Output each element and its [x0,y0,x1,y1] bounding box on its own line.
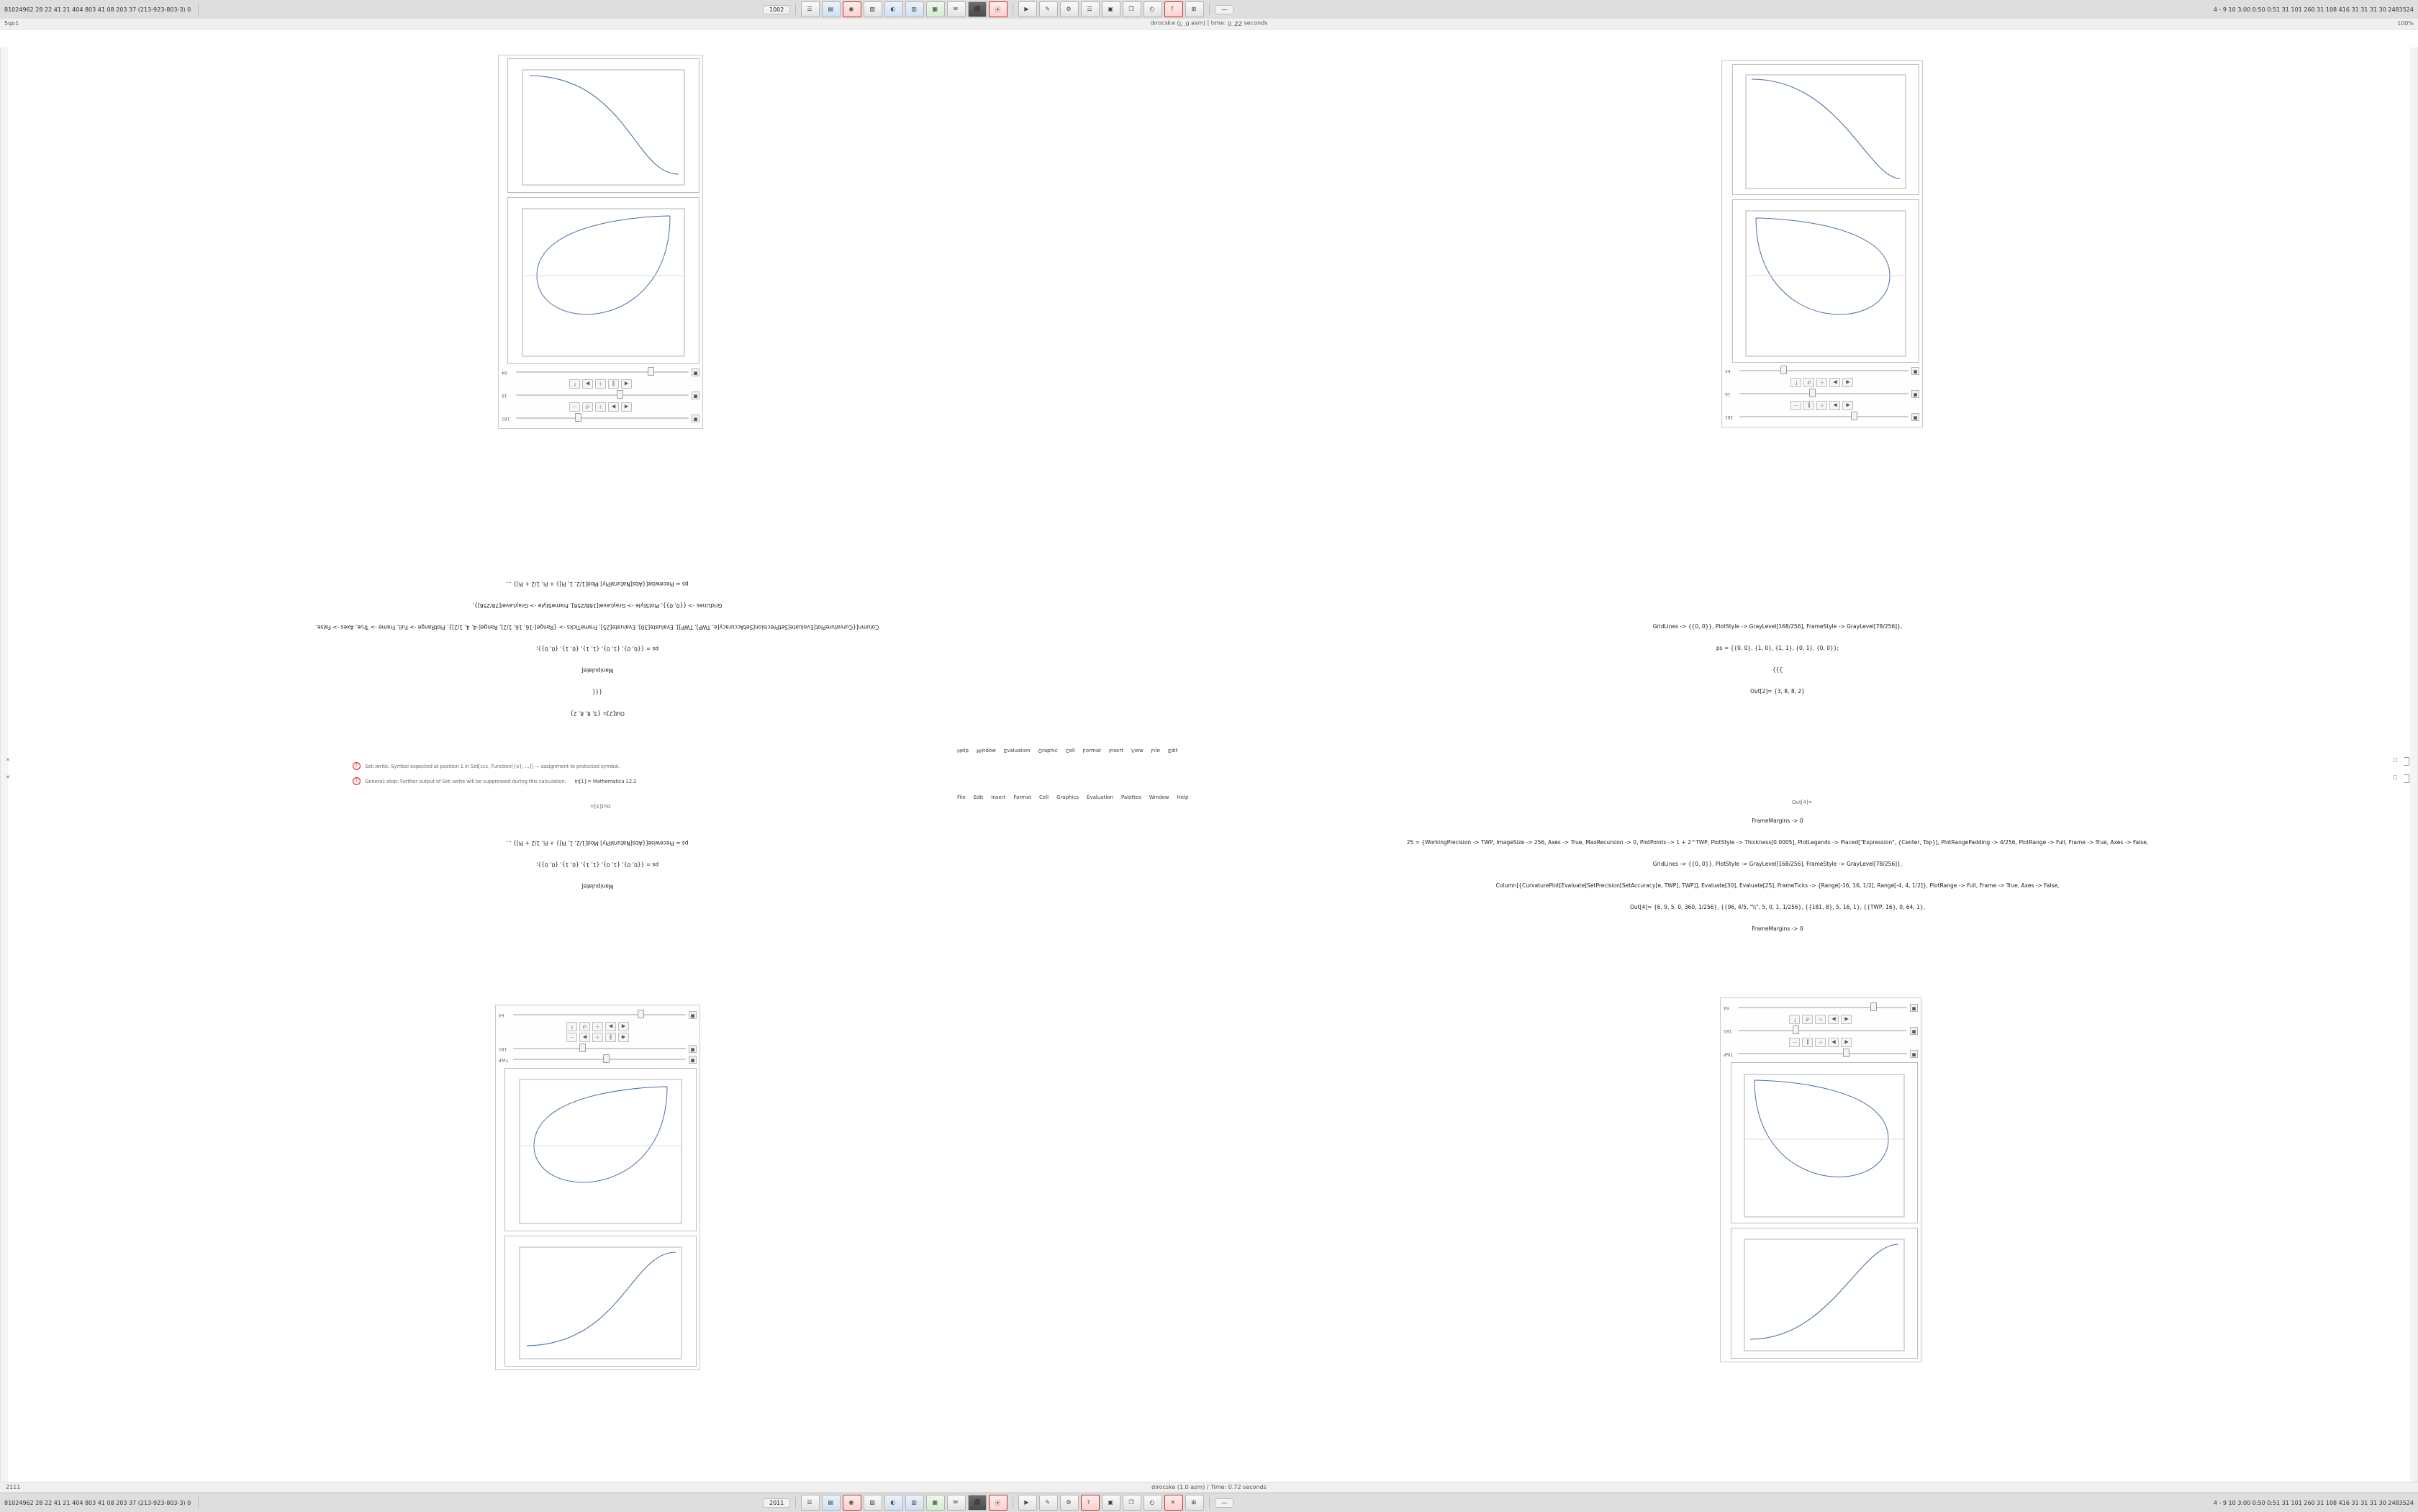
menu-evaluation[interactable]: uoıʇɐnןɐʌƎ [1003,748,1031,753]
cell-marker-right-1[interactable]: □ [2393,757,2398,763]
mail-icon: ✉ [953,1499,959,1506]
slider-row-3[interactable] [1724,1004,1918,1012]
slider-1[interactable] [1738,1051,1907,1058]
calc-icon: ⊞ [1191,1499,1197,1506]
play-row-2[interactable] [1724,1015,1918,1024]
bb-1[interactable] [822,1495,841,1511]
slider-toggle-icon[interactable]: ■ [689,1045,697,1053]
slider-toggle-icon[interactable]: ■ [1910,1027,1918,1035]
slider-toggle-icon[interactable]: ■ [692,391,699,399]
slider-row-2[interactable] [1724,1027,1918,1035]
slider-3[interactable] [1738,1005,1907,1012]
menu-strip-flipped[interactable] [957,748,1177,753]
slider-1-value: 181 [1725,415,1734,420]
divider [1209,4,1210,15]
slider-row-3[interactable] [1725,367,1919,375]
divider [795,4,796,15]
menu-window[interactable]: Window [1149,795,1169,800]
cell-bracket-2[interactable] [2404,774,2409,783]
notes-icon: ✎ [1045,1499,1051,1506]
taskbar-left-text: 81024962 28 22 41 21 404 803 41 08 203 37 (213-923-803-3) 0 [4,6,191,13]
chart-icon: ▥ [911,6,917,12]
bb-17[interactable] [1164,1495,1183,1511]
minus-button[interactable]: － [1790,1038,1801,1047]
step-back-button[interactable]: ◀ [621,402,632,412]
menu-palettes[interactable]: Palettes [1120,795,1141,800]
divider [198,4,199,15]
media-icon: ▶ [1024,1499,1029,1506]
play-button[interactable]: ▶ [605,1022,616,1031]
code-line: GridLines -> {{0, 0}}, PlotStyle -> GrayLevel[168/256], FrameStyle -> GrayLevel[78/256]}, [472,602,723,609]
code-block-bottom-left[interactable] [86,796,1108,904]
menu-edit[interactable]: ʇıpƎ [1167,748,1178,753]
menu-format[interactable]: ʇɐɯɹoℲ [1082,748,1101,753]
curvature-plot-bl [504,1068,697,1231]
slider-1[interactable] [513,1056,686,1064]
plus-button[interactable]: ＋ [1817,401,1828,410]
tb-8[interactable] [968,1,987,17]
slider-2[interactable] [516,392,689,399]
slider-3-value: 64 [502,370,507,375]
play-row-1[interactable] [502,402,699,412]
taskbar-launcher-top[interactable] [763,1,1655,17]
step-back-button[interactable]: ◀ [1842,1038,1852,1047]
slider-1[interactable] [1739,414,1908,421]
tb-10[interactable] [1018,1,1037,17]
code-line: ps = Piecewise[{Abs[NaturalPly] Mod[1/2, 1, Pi]} + Pi, 1/2 + Pi]} ... [506,840,689,846]
plus-button[interactable]: ＋ [1816,1015,1826,1024]
slider-2-value: 181 [1724,1028,1732,1033]
code-line: ps = {{0, 0}, {1, 0}, {1, 1}, {0, 1}, {0, 0}}; [535,861,659,868]
notebook-zoom-label[interactable]: 100% [2397,20,2414,27]
reset-button[interactable]: ↺ [1803,1015,1814,1024]
curvature-plot-br [1731,1062,1918,1223]
play-button[interactable]: ▶ [1830,378,1841,387]
function-plot-tl [507,58,699,193]
files-icon: ▤ [828,6,833,12]
taskbar-left-text-bottom: 81024962 28 22 41 21 404 803 41 08 203 37 (213-923-803-3) 0 [4,1499,191,1506]
archive-icon: ❐ [1128,6,1134,12]
taskbar-right-status-top [2214,6,2414,13]
out-label-3: Out[3]= [590,803,611,809]
manipulate-panel-br[interactable] [1720,997,1921,1362]
reset-button[interactable]: ↺ [1804,378,1815,387]
menu-window[interactable]: ʍopuıM [976,748,996,753]
network-icon: ☲ [1087,6,1092,12]
play-row-1[interactable] [499,1033,697,1042]
menu-view[interactable]: ʍǝıΛ [1131,748,1144,753]
code-line: Manipulate[ [581,883,614,889]
chart-icon: ▥ [911,1499,917,1506]
bb-8[interactable] [968,1495,987,1511]
code-line: ps = {{0, 0}, {1, 0}, {1, 1}, {0, 1}, {0, 0}}; [535,646,659,652]
shield-icon: ⦿ [995,6,1001,13]
code-line: ps = {{0, 0}, {1, 0}, {1, 1}, {0, 1}, {0, 0}}; [1716,645,1839,651]
slider-row-1[interactable] [1725,413,1919,421]
plus-button[interactable]: ＋ [1817,378,1828,387]
image-icon: ▦ [932,6,938,12]
tb-12[interactable] [1060,1,1079,17]
browser-icon: ◐ [890,6,896,12]
code-line: ps = Piecewise[{Abs[NaturalPly] Mod[1/2, 1, Pi]} + Pi, 1/2 + Pi]} ... [506,581,689,587]
taskbar-right-text-bottom: 4 - 9 10 3:00 0:50 0:51 31 101 260 31 108 416 31 31 31 30 2483524 [2213,1499,2414,1506]
menu-cell[interactable]: ןןǝϽ [1065,748,1075,753]
play-row-1[interactable] [1724,1038,1918,1047]
plus-button[interactable]: ＋ [595,379,606,389]
media-icon: ▶ [1024,6,1029,12]
workspace-indicator-top[interactable]: 1002 [763,5,790,14]
monitor-icon: ▣ [1108,6,1113,12]
image-icon: ▦ [932,1499,938,1506]
help-icon: ? [1170,6,1174,12]
pause-button[interactable]: ‖ [605,1033,616,1042]
slider-toggle-icon[interactable]: ■ [1910,1004,1918,1012]
app-launcher-icon: ☰ [807,1499,812,1506]
slider-row-2[interactable] [502,391,699,399]
slider-1[interactable] [516,415,689,422]
minus-button[interactable]: － [1791,401,1802,410]
function-plot-br [1731,1228,1918,1359]
tray-overflow-top[interactable]: — [1215,5,1233,14]
slider-toggle-icon[interactable]: ■ [1911,390,1919,398]
reset-button[interactable]: ↺ [579,1022,590,1031]
function-plot-tr [1732,64,1919,195]
cell-group-top-right [1721,60,1923,427]
app-launcher-icon: ☰ [807,6,812,12]
tb-3[interactable] [864,1,882,17]
code-line: Out[4]= {6, 9, 5, 0, 360, 1/256}, {{96, 4/5, "\\", 5, 0, 1, 1/256}, {{181, 8}, 5, 16, 1}, {{TWP, 16}, 0, 64, 1}, [1629,904,1926,910]
bb-15[interactable] [1123,1495,1141,1511]
tb-4[interactable] [884,1,903,17]
code-line: Column[{CurvaturePlot[Evaluate[SetPrecision[SetAccuracy[e, TWP], TWP]], Evaluate[30], Evaluate[25], FrameTicks -> {Range[-16, 16, 1/2], Range[-4, 4, 1/2]}, PlotRange -> Full, Frame -> True, Axes -> False, [315,624,879,630]
slider-3[interactable] [513,1012,686,1019]
minus-button[interactable]: － [566,1033,577,1042]
minus-button[interactable]: － [569,402,580,412]
taskbar-left-status [0,4,202,15]
error-row-2 [353,777,2065,785]
divider [1209,1497,1210,1508]
slider-row-2[interactable] [1725,390,1919,398]
plus-button[interactable]: ＋ [595,402,606,412]
bb-7[interactable] [947,1495,966,1511]
expand-button[interactable]: ⨡ [1790,1015,1801,1024]
right-scrollbar[interactable] [2410,47,2418,1501]
code-block-top-left[interactable] [86,566,1108,731]
help-icon: ? [1087,1499,1090,1506]
shield-icon: ⦿ [995,1500,1001,1506]
manipulate-controls-bl[interactable] [499,1011,697,1064]
menu-cell[interactable]: Cell [1039,795,1049,800]
pause-button[interactable]: ‖ [608,379,619,389]
bb-4[interactable] [884,1495,903,1511]
settings-icon: ⚙ [1066,1499,1072,1506]
notebook-titlebar [0,19,2418,30]
step-back-button[interactable]: ◀ [618,1022,629,1031]
cell-marker-right-2[interactable]: □ [2393,774,2398,780]
tb-11[interactable] [1039,1,1058,17]
menu-file[interactable]: File [957,795,966,800]
top-taskbar[interactable] [0,0,2418,19]
record-icon: ◉ [848,1499,854,1506]
slider-row-1[interactable] [502,415,699,422]
step-back-button[interactable]: ◀ [1843,378,1854,387]
tb-2[interactable] [843,1,861,17]
play-button[interactable]: ▶ [608,402,619,412]
editor-icon: ▧ [869,1499,875,1506]
slider-toggle-icon[interactable]: ■ [692,415,699,422]
cell-group-bottom-left [495,1005,700,1370]
bb-9[interactable] [989,1495,1008,1511]
function-plot-bl [504,1236,697,1367]
code-line: GridLines -> {{0, 0}}, PlotStyle -> GrayLevel[168/256], FrameStyle -> GrayLevel[78/256]}, [1652,861,1903,867]
slider-toggle-icon[interactable]: ■ [689,1056,697,1064]
menu-edit[interactable]: Edit [973,795,984,800]
play-button[interactable]: ▶ [579,1033,590,1042]
menu-help[interactable]: Help [1177,795,1189,800]
expand-button[interactable]: ⨡ [1791,378,1802,387]
error-row-1 [353,762,2065,770]
pause-button[interactable]: ‖ [1803,1038,1814,1047]
bb-10[interactable] [1018,1495,1037,1511]
play-button[interactable]: ▶ [1829,1015,1839,1024]
notebook-left-label: 5qo1 [4,20,19,27]
code-line: {{{ [592,689,603,695]
archive-icon: ❐ [1128,1499,1134,1506]
error-text-2: General::stop: Further output of Set::write will be suppressed during this calculation. [365,778,566,784]
menu-file[interactable]: ǝןıℲ [1151,748,1160,753]
bb-18[interactable] [1185,1495,1204,1511]
slider-2[interactable] [1738,1028,1907,1035]
slider-3[interactable] [516,369,689,376]
tray-overflow-bottom[interactable]: — [1215,1498,1233,1508]
step-fwd-button[interactable]: ▶ [582,379,593,389]
code-line: FrameMargins -> 0 [1752,818,1803,824]
tb-15[interactable] [1123,1,1141,17]
status-left: 2111 [6,1484,21,1490]
cell-marker-left-1[interactable]: ✕ [6,757,10,763]
tb-16[interactable] [1144,1,1162,17]
slider-3-value: 64 [1724,1005,1729,1010]
bb-2[interactable] [843,1495,861,1511]
menu-insert[interactable]: ʇɹǝsuI [1108,748,1123,753]
mail-icon: ✉ [953,6,959,12]
notebook-statusbar [0,1482,2418,1493]
terminal-icon: ⬛ [974,1499,982,1506]
step-back-button[interactable]: ◀ [1842,1015,1852,1024]
plus-button[interactable]: ＋ [592,1033,603,1042]
play-row-2[interactable] [502,379,699,389]
cell-bracket-1[interactable] [2404,757,2409,766]
tb-0[interactable] [801,1,820,17]
error-text-1: Set::write: Symbol expected at position 1 in Set[ccc, Function[{x}, ...]] — assignment to protected symbol. [365,763,620,769]
tb-7[interactable] [947,1,966,17]
slider-toggle-icon[interactable]: ■ [689,1011,697,1019]
workspace-indicator-bottom[interactable]: 2011 [763,1498,790,1508]
notebook-title: spuoɔǝs ZZ˙0 :ǝɯıʇ | (ɯsɐ 0˙ᒣ) ǝʞsɔoɹıp [1150,20,1268,27]
editor-icon: ▧ [869,6,875,12]
slider-2[interactable] [1739,391,1908,398]
code-line: GridLines -> {{0, 0}}, PlotStyle -> GrayLevel[168/256], FrameStyle -> GrayLevel[78/256]}, [1652,623,1903,630]
bb-14[interactable] [1102,1495,1120,1511]
slider-row-2[interactable] [499,1045,697,1053]
code-line: FrameMargins -> 0 [1752,925,1803,932]
manipulate-controls-tr[interactable] [1725,367,1919,421]
warning-icon[interactable]: ! [353,762,361,770]
divider [795,1497,796,1508]
reset-button[interactable]: ↺ [582,402,593,412]
warning-icon[interactable]: ! [353,777,361,785]
bb-0[interactable] [801,1495,820,1511]
cell-group-bottom-right [1720,997,1921,1362]
curvature-plot-tl [507,197,699,364]
cell-marker-left-2[interactable]: ✕ [6,774,10,780]
play-button[interactable]: ▶ [1830,401,1841,410]
tb-18[interactable] [1185,1,1204,17]
slider-1-value: 181 [502,416,510,421]
bb-3[interactable] [864,1495,882,1511]
step-back-button[interactable]: ◀ [1843,401,1854,410]
code-line: Column[{CurvaturePlot[Evaluate[SetPrecision[SetAccuracy[e, TWP], TWP]], Evaluate[30], Evaluate[25], FrameTicks -> {Range[-16, 16, 1/2], Range[-4, 4, 1/2]}, PlotRange -> Full, Frame -> True, Axes -> False, [1495,882,2060,889]
play-button[interactable]: ▶ [1829,1038,1839,1047]
slider-row-1[interactable] [1724,1050,1918,1058]
taskbar-left-status-bottom [0,1497,202,1508]
menu-graphics[interactable]: Graphics [1056,795,1079,800]
slider-2-value: 181 [499,1046,507,1051]
tb-9[interactable] [989,1,1008,17]
taskbar-right-text-top: 4 - 9 10 3:00 0:50 0:51 31 101 260 31 108 416 31 31 31 30 2483524 [2213,6,2414,13]
notebook-window [0,19,2418,1493]
manipulate-controls-br[interactable] [1724,1004,1918,1058]
slider-3[interactable] [1739,368,1908,375]
clock-icon: ◴ [1149,6,1155,12]
slider-2[interactable] [513,1046,686,1053]
menu-format[interactable]: Format [1013,795,1032,800]
menu-strip[interactable] [957,795,1188,800]
manipulate-panel-bl[interactable] [495,1005,700,1370]
step-back-button[interactable]: ◀ [621,379,632,389]
code-line: Out[2]= {3, 8, 8, 2} [570,710,625,717]
notes-icon: ✎ [1045,6,1051,12]
curvature-plot-tr [1732,199,1919,363]
menu-insert[interactable]: Insert [991,795,1006,800]
bb-5[interactable] [905,1495,924,1511]
tb-14[interactable] [1102,1,1120,17]
slider-2-value: 16 [502,393,507,398]
close-icon: ✕ [1170,1499,1176,1506]
divider [198,1497,199,1508]
play-row-2[interactable] [499,1022,697,1031]
manipulate-panel-tl[interactable] [498,55,703,429]
plus-button[interactable]: ＋ [1816,1038,1826,1047]
tb-17[interactable] [1164,1,1183,17]
manipulate-controls-tl[interactable] [502,368,699,422]
tb-6[interactable] [926,1,945,17]
out-label-4: Out[4]= [1792,800,1813,805]
record-icon: ◉ [848,6,854,12]
play-row-1[interactable] [1725,401,1919,410]
pause-button[interactable]: ‖ [1804,401,1815,410]
browser-icon: ◐ [890,1499,896,1506]
tb-5[interactable] [905,1,924,17]
tb-1[interactable] [822,1,841,17]
slider-3-value: 64 [499,1013,504,1018]
slider-row-1[interactable] [499,1056,697,1064]
taskbar-launcher-bottom[interactable] [763,1495,1655,1511]
plus-button[interactable]: ＋ [592,1022,603,1031]
calc-icon: ⊞ [1191,6,1197,12]
code-line: 25 = {WorkingPrecision -> TWP, ImageSize -> 256, Axes -> True, MaxRecursion -> 0, PlotPoints -> 1 + 2^TWP, PlotStyle -> Thickness[0.0005], PlotLegends -> Placed["Expression", {Center, Top}], PlotRangePadding -> 4/256, PlotRange -> Full, Frame -> True, Axes -> False, [1406,839,2149,846]
bb-16[interactable] [1144,1495,1162,1511]
expand-button[interactable]: ⨡ [569,379,580,389]
bb-6[interactable] [926,1495,945,1511]
files-icon: ▤ [828,1499,833,1506]
menu-evaluation[interactable]: Evaluation [1087,795,1113,800]
slider-3-value: 64 [1725,368,1731,374]
tb-13[interactable] [1081,1,1100,17]
code-line: {{{ [1772,666,1783,673]
code-line: Out[2]= {3, 8, 8, 2} [1750,688,1805,694]
slider-toggle-icon[interactable]: ■ [1910,1050,1918,1058]
manipulate-panel-tr[interactable] [1721,60,1923,427]
bb-11[interactable] [1039,1495,1058,1511]
step-back-button[interactable]: ◀ [618,1033,629,1042]
taskbar-right-status-bottom [2214,1500,2414,1506]
code-block-top-right[interactable] [1267,594,2288,710]
slider-2-value: 16 [1725,391,1731,397]
clock-icon: ◴ [1149,1499,1155,1506]
bb-13[interactable] [1081,1495,1100,1511]
monitor-icon: ▣ [1108,1499,1113,1506]
menu-help[interactable]: dןǝH [957,748,969,753]
play-row-2[interactable] [1725,378,1919,387]
version-note: In[1]:= Mathematica 12.2 [574,778,637,784]
settings-icon: ⚙ [1066,6,1072,12]
slider-toggle-icon[interactable]: ■ [1911,367,1919,375]
slider-1-value: TWP [1724,1051,1734,1056]
slider-toggle-icon[interactable]: ■ [1911,413,1919,421]
slider-row-3[interactable] [499,1011,697,1019]
slider-1-value: TWP [499,1057,509,1062]
code-block-right[interactable] [1267,803,2288,947]
code-line: Manipulate[ [581,667,614,674]
status-center: dirocske (1.0 asm) / Time: 0.72 seconds [1151,1484,1267,1490]
bottom-taskbar[interactable] [0,1493,2418,1512]
slider-toggle-icon[interactable]: ■ [692,368,699,376]
terminal-icon: ⬛ [974,6,982,12]
expand-button[interactable]: ⨡ [566,1022,577,1031]
bb-12[interactable] [1060,1495,1079,1511]
cell-group-top-left [498,55,703,429]
menu-graphics[interactable]: ɔıɥdɐɹ⅁ [1038,748,1058,753]
slider-row-3[interactable] [502,368,699,376]
